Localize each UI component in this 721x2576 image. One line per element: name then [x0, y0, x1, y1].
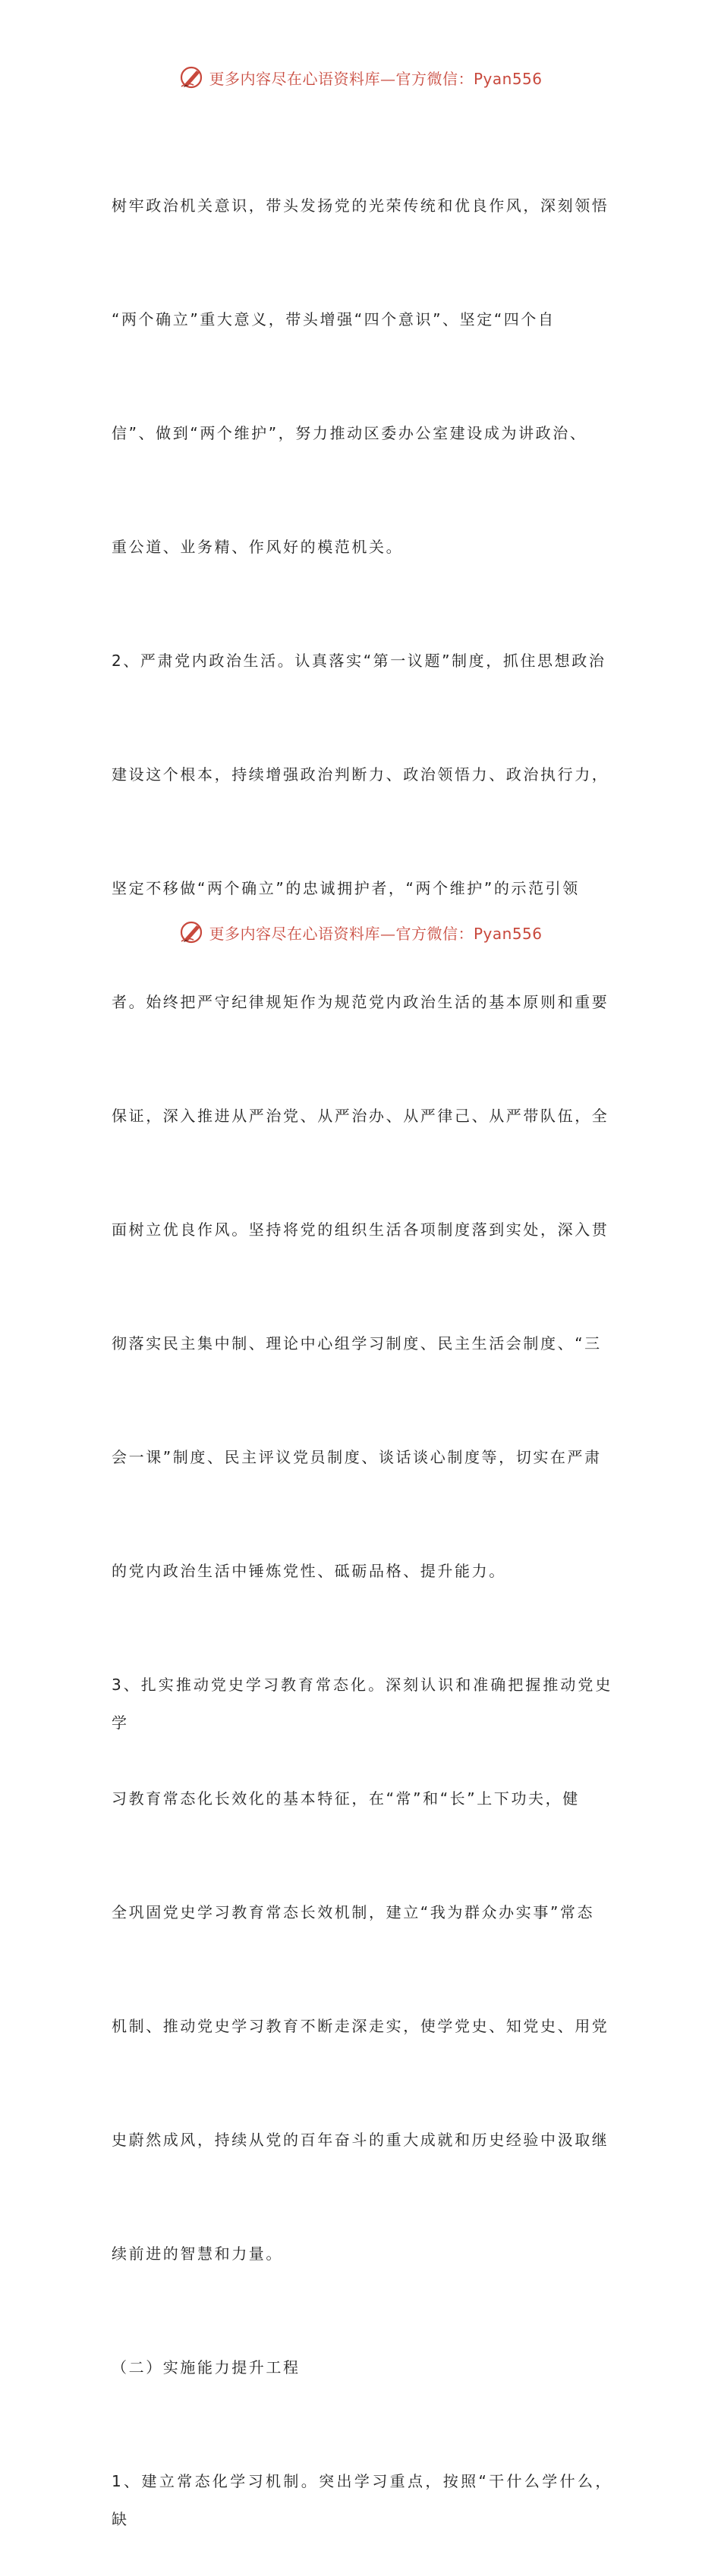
body-text [112, 111, 612, 2576]
banner-text: 更多内容尽在心语资料库—官方微信：Pyan556 [209, 69, 543, 88]
text-line: 者。始终把严守纪律规矩作为规范党内政治生活的基本原则和重要 [112, 993, 609, 1011]
header-banner [0, 62, 721, 93]
text-line: 建设这个根本，持续增强政治判断力、政治领悟力、政治执行力， [112, 765, 609, 784]
text-line: 的党内政治生活中锤炼党性、砥砺品格、提升能力。 [112, 1562, 506, 1580]
text-line: 信”、做到“两个维护”，努力推动区委办公室建设成为讲政治、 [112, 424, 587, 442]
text-line: 机制、推动党史学习教育不断走深走实，使学党史、知党史、用党 [112, 2017, 609, 2035]
text-line: 1、建立常态化学习机制。突出学习重点，按照“干什么学什么，缺 [112, 2472, 612, 2528]
text-line: 面树立优良作风。坚持将党的组织生活各项制度落到实处，深入贯 [112, 1220, 609, 1239]
text-line: 续前进的智慧和力量。 [112, 2245, 283, 2263]
text-line: 会一课”制度、民主评议党员制度、谈话谈心制度等，切实在严肃 [112, 1448, 602, 1466]
text-line: 3、扎实推动党史学习教育常态化。深刻认识和准确把握推动党史学 [112, 1676, 612, 1732]
text-line: 保证，深入推进从严治党、从严治办、从严律己、从严带队伍，全 [112, 1107, 609, 1125]
pen-logo-icon [178, 64, 206, 91]
wechat-id: Pyan556 [473, 69, 543, 88]
text-line: 重公道、业务精、作风好的模范机关。 [112, 538, 404, 556]
pen-logo-icon [178, 919, 206, 946]
text-line: “两个确立”重大意义，带头增强“四个意识”、坚定“四个自 [112, 310, 556, 328]
document-body [112, 111, 612, 2576]
banner-text: 更多内容尽在心语资料库—官方微信：Pyan556 [209, 924, 543, 943]
text-line: 坚定不移做“两个确立”的忠诚拥护者，“两个维护”的示范引领 [112, 879, 580, 897]
text-line: 2、严肃党内政治生活。认真落实“第一议题”制度，抓住思想政治 [112, 652, 606, 670]
text-line: 树牢政治机关意识，带头发扬党的光荣传统和优良作风，深刻领悟 [112, 196, 609, 215]
footer-banner [0, 917, 721, 947]
text-line: 全巩固党史学习教育常态长效机制，建立“我为群众办实事”常态 [112, 1903, 595, 1921]
section-heading: （二）实施能力提升工程 [112, 2358, 301, 2377]
text-line: 史蔚然成风，持续从党的百年奋斗的重大成就和历史经验中汲取继 [112, 2131, 609, 2149]
text-line: 习教育常态化长效化的基本特征，在“常”和“长”上下功夫，健 [112, 1789, 580, 1808]
wechat-id: Pyan556 [473, 924, 543, 943]
text-line: 彻落实民主集中制、理论中心组学习制度、民主生活会制度、“三 [112, 1334, 602, 1352]
